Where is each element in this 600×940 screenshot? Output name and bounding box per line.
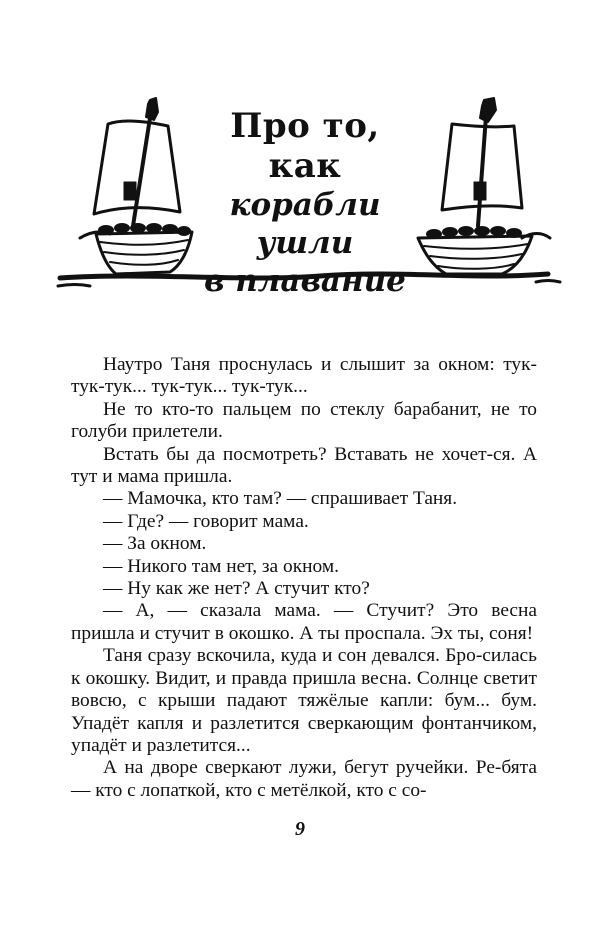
paragraph: А на дворе сверкают лужи, бегут ручейки. Ре-бята — кто с лопаткой, кто с метёлкой, кто с со-	[71, 757, 537, 801]
paragraph: Не то кто-то пальцем по стеклу барабанит, не то голуби прилетели.	[71, 398, 537, 443]
dialog-line: — Ну как же нет? А стучит кто?	[103, 578, 370, 600]
chapter-title-line-1: Про то, как	[230, 106, 380, 186]
dialog-line: — Где? — говорит мама.	[103, 510, 309, 532]
left-sailboat-icon	[80, 98, 192, 274]
dialog-line: — Никого там нет, за окном.	[103, 555, 339, 577]
chapter-header	[0, 0, 600, 320]
body-text	[71, 354, 537, 802]
paragraph: Таня сразу вскочила, куда и сон девался. Бро-силась к окошку. Видит, и правда пришла весна. Солнце светит вовсю, с крыши падают тяжёлые капли: бум... бум. Упадёт капля и разлетится сверкающим фонтанчиком, упадёт и разлетится...	[71, 645, 537, 756]
dialog-line: — За окном.	[103, 533, 207, 555]
dialog-line: — А, — сказала мама. — Стучит? Это весна пришла и стучит в окошко. А ты проспала. Эх ты, соня!	[71, 600, 537, 644]
chapter-title-line-3: в плавание	[204, 263, 406, 299]
dialog-line: — Мамочка, кто там? — спрашивает Таня.	[103, 488, 458, 510]
chapter-title-line-2: корабли ушли	[229, 187, 381, 261]
paragraph: Встать бы да посмотреть? Вставать не хочет-ся. А тут и мама пришла.	[71, 443, 537, 488]
chapter-title	[200, 106, 410, 300]
paragraph: Наутро Таня проснулась и слышит за окном: тук-тук-тук... тук-тук... тук-тук...	[71, 354, 537, 398]
page-number: 9	[295, 818, 305, 840]
right-sailboat-icon	[418, 98, 550, 274]
